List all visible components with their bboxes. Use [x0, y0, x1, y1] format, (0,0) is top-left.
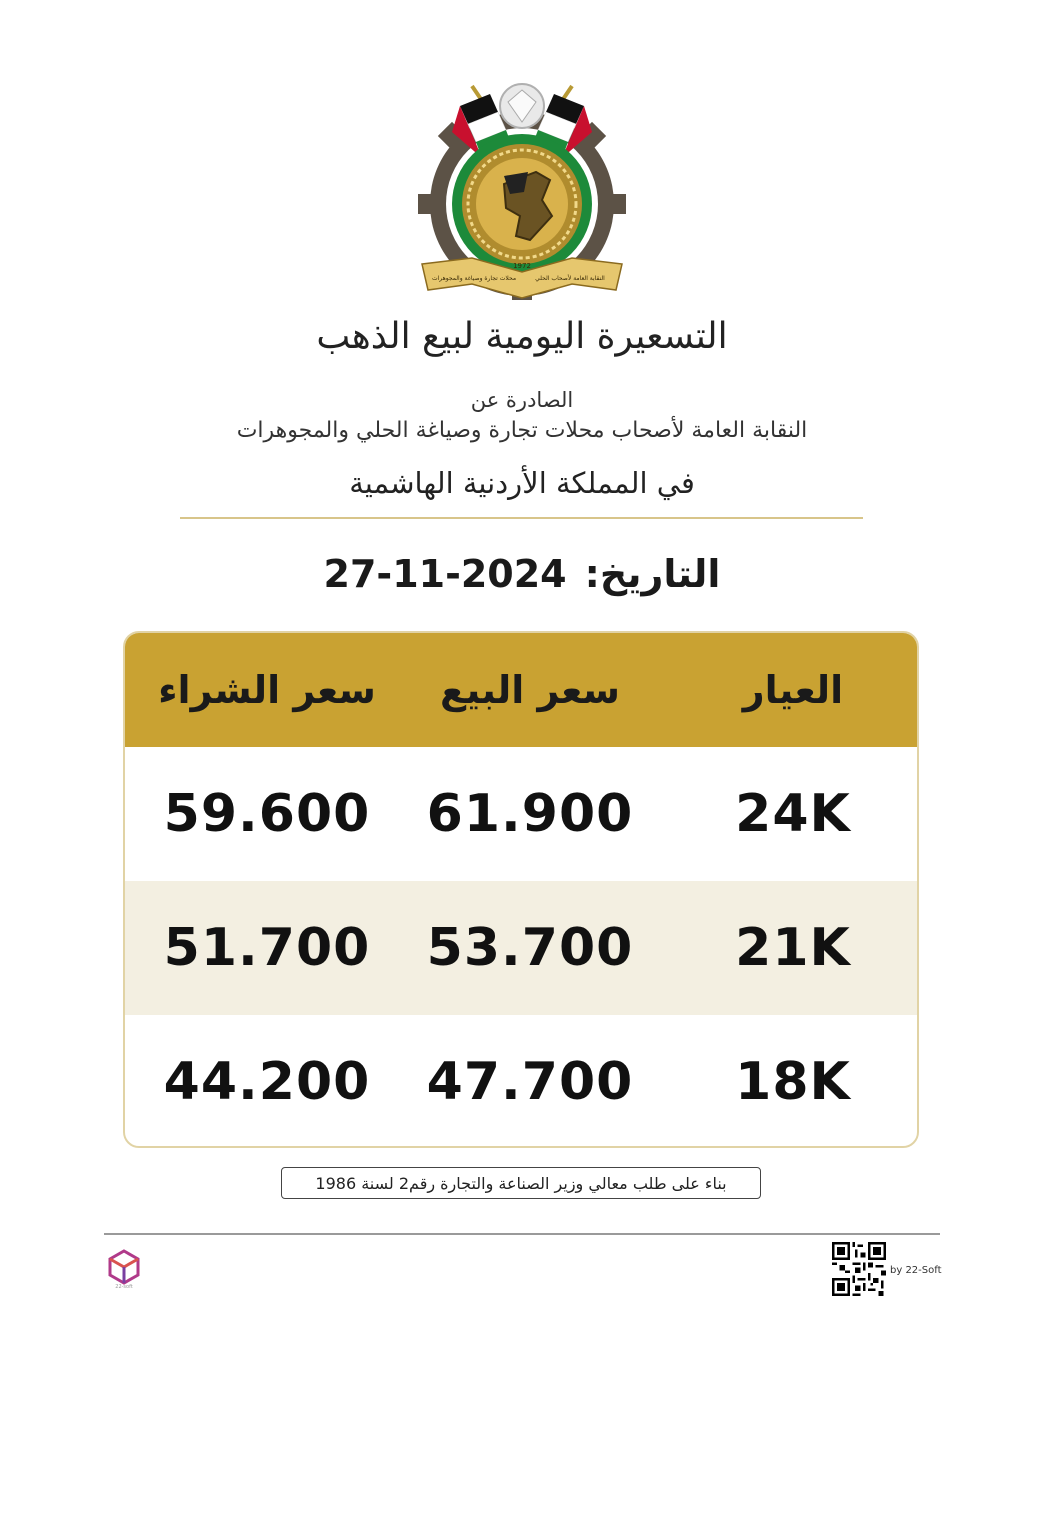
table-row: [125, 1015, 917, 1148]
union-name: النقابة العامة لأصحاب محلات تجارة وصياغة الحلي والمجوهرات: [236, 418, 808, 443]
sell-price-cell: 53.700: [426, 918, 634, 978]
ribbon-left-text: محلات تجارة وصياغة والمجوهرات: [431, 275, 517, 282]
diamond-icon: [500, 84, 544, 128]
issued-by-label: الصادرة عن: [470, 388, 574, 412]
header-divider: [180, 517, 863, 519]
brand-caption: 22-soft: [115, 1284, 133, 1290]
ministry-note: بناء على طلب معالي وزير الصناعة والتجارة رقم2 لسنة 1986: [281, 1167, 761, 1199]
price-table: [123, 631, 919, 1148]
date-label: التاريخ:: [584, 552, 721, 596]
karat-cell: 24K: [735, 784, 851, 844]
buy-price-cell: 44.200: [163, 1052, 371, 1112]
sell-price-cell: 61.900: [426, 784, 634, 844]
header-sell-price: سعر البيع: [440, 668, 620, 712]
karat-cell: 21K: [735, 918, 851, 978]
table-header: [125, 633, 917, 747]
ribbon-banner: [422, 258, 622, 298]
header-buy-price: سعر الشراء: [158, 668, 376, 712]
sell-price-cell: 47.700: [426, 1052, 634, 1112]
karat-cell: 18K: [735, 1052, 851, 1112]
table-row: [125, 747, 917, 881]
page-title: التسعيرة اليومية لبيع الذهب: [316, 316, 728, 357]
22-soft-logo-icon: [106, 1248, 142, 1288]
union-emblem-logo: [412, 76, 632, 308]
table-row: [125, 881, 917, 1015]
footer-divider: [104, 1233, 940, 1235]
qr-code-icon[interactable]: [832, 1242, 886, 1296]
kingdom-name: في المملكة الأردنية الهاشمية: [349, 466, 695, 500]
credit-text: by 22-Soft: [890, 1265, 942, 1276]
ribbon-right-text: النقابة العامة لأصحاب الحلي: [535, 275, 605, 282]
header-karat: العيار: [742, 668, 844, 712]
date-row: [0, 552, 1044, 596]
buy-price-cell: 51.700: [163, 918, 371, 978]
buy-price-cell: 59.600: [163, 784, 371, 844]
logo-year: 1972: [513, 262, 531, 270]
date-value: 27-11-2024: [323, 552, 567, 596]
